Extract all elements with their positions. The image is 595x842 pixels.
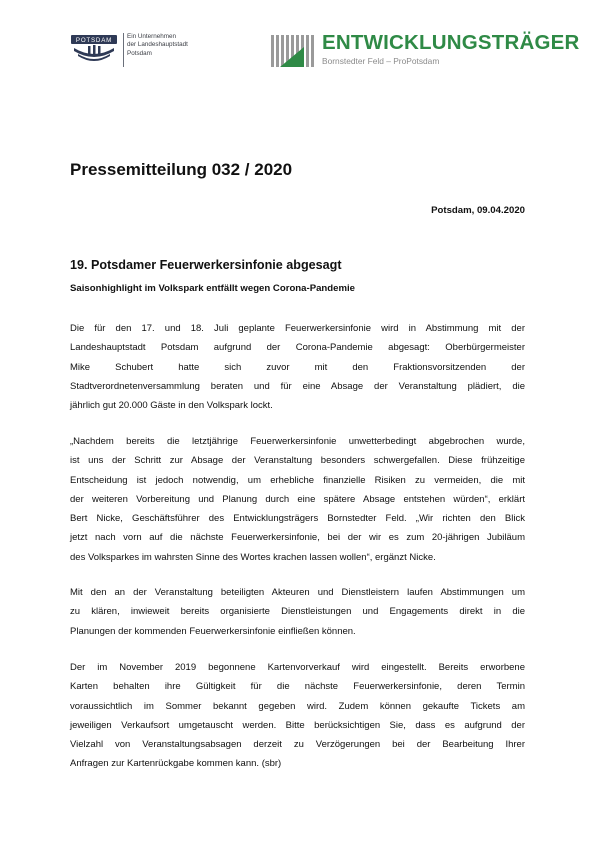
entwicklungstraeger-mark-icon — [270, 33, 318, 69]
affiliation-line: der Landeshauptstadt — [127, 41, 188, 49]
affiliation-line: Potsdam — [127, 49, 152, 57]
company-affiliation — [127, 33, 188, 58]
potsdam-city-logo-icon — [70, 34, 118, 66]
developer-subtitle: Bornstedter Feld – ProPotsdam — [322, 56, 440, 66]
paragraph-line: ist uns der Schritt zur Absage der Veranstaltung besonders schwergefallen. Diese frühzeitige — [70, 455, 525, 467]
body-paragraph-4 — [70, 658, 525, 774]
developer-name: ENTWICKLUNGSTRÄGER — [322, 31, 580, 54]
press-release-date: Potsdam, 09.04.2020 — [431, 205, 525, 216]
body-paragraph-2 — [70, 432, 525, 567]
paragraph-line: Mit den an der Veranstaltung beteiligten Akteuren und Dienstleistern laufen Abstimmungen um — [70, 587, 525, 598]
headline: 19. Potsdamer Feuerwerkersinfonie abgesagt — [70, 258, 342, 272]
paragraph-line: Karten behalten ihre Gültigkeit für die nächste Feuerwerkersinfonie, deren Termin — [70, 681, 525, 693]
paragraph-line: jeweiligen Verkaufsort umgetauscht werden. Bitte berücksichtigen Sie, dass es aufgrund der — [70, 719, 525, 731]
paragraph-line: Die für den 17. und 18. Juli geplante Feuerwerkersinfonie wird in Abstimmung mit der — [70, 323, 525, 334]
paragraph-line: voraussichtlich im Sommer bekannt gegeben wird. Zudem können gekaufte Tickets am — [70, 700, 525, 712]
paragraph-line: Bert Nicke, Geschäftsführer des Entwicklungsträgers Bornstedter Feld. „Wir richten den Blick — [70, 513, 525, 525]
press-release-title: Pressemitteilung 032 / 2020 — [70, 160, 293, 179]
paragraph-line: jetzt nach vorn auf die nächste Feuerwerkersinfonie, bei der wir es zum 20-jährigen Jubiläum — [70, 532, 525, 544]
affiliation-line: Ein Unternehmen — [127, 33, 177, 40]
paragraph-line: des Volksparkes im wahrsten Sinne des Wortes krachen lassen wollen“, ergänzt Nicke. — [70, 551, 436, 563]
paragraph-line: Landeshauptstadt Potsdam aufgrund der Corona-Pandemie abgesagt: Oberbürgermeister — [70, 342, 525, 354]
paragraph-line: Vielzahl von Veranstaltungsabsagen derzeit zu Verzögerungen bei der Bearbeitung Ihrer — [70, 739, 525, 751]
potsdam-emblem-text: POTSDAM — [75, 37, 113, 44]
body-paragraph-3 — [70, 583, 525, 641]
paragraph-line: Planungen der kommenden Feuerwerkersinfonie einfließen können. — [70, 625, 356, 637]
paragraph-line: jährlich gut 20.000 Gäste in den Volkspark lockt. — [70, 400, 273, 412]
body-paragraph-1 — [70, 319, 525, 415]
paragraph-line: der weiteren Vorbereitung und Planung durch eine spätere Absage entstehen würden“, erklärt — [70, 493, 525, 505]
subheadline: Saisonhighlight im Volkspark entfällt wegen Corona-Pandemie — [70, 283, 356, 294]
paragraph-line: zu klären, inwieweit bereits organisierte Dienstleistungen und Engagements direkt in die — [70, 606, 525, 618]
logo-divider — [123, 33, 124, 67]
paragraph-line: Der im November 2019 begonnene Kartenvorverkauf wird eingestellt. Bereits erworbene — [70, 662, 525, 673]
paragraph-line: Entscheidung ist jedoch notwendig, um erhebliche finanzielle Risiken zu vermeiden, die mit — [70, 474, 525, 486]
paragraph-line: Mike Schubert hatte sich zuvor mit den Fraktionsvorsitzenden der — [70, 361, 525, 373]
paragraph-line: Anfragen zur Kartenrückgabe kommen kann. (sbr) — [70, 758, 282, 770]
paragraph-line: Stadtverordnetenversammlung beraten und für eine Absage der Veranstaltung plädiert, die — [70, 380, 525, 392]
paragraph-line: „Nachdem bereits die letztjährige Feuerwerkersinfonie unwetterbedingt abgebrochen wurde, — [70, 436, 525, 447]
